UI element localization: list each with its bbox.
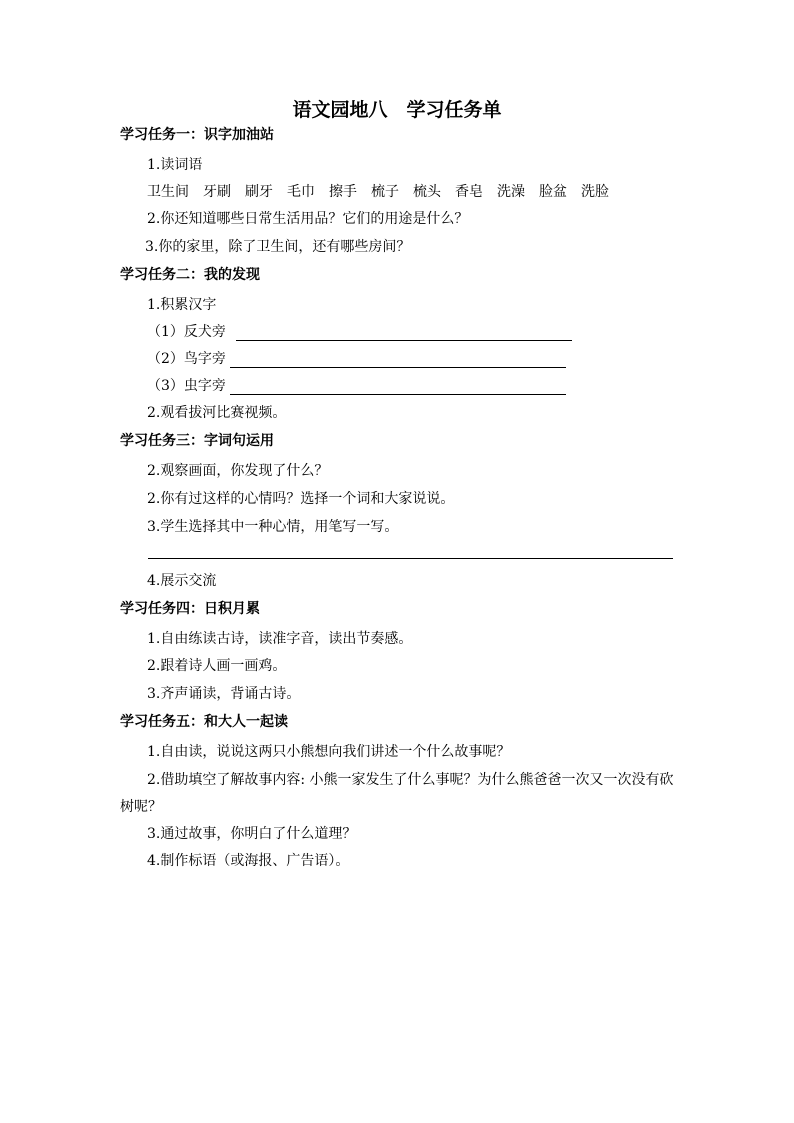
word-item: 卫生间 [147,184,189,200]
word-item: 梳子 [371,184,399,200]
answer-blank[interactable] [236,326,572,341]
page-title: 语文园地八 学习任务单 [292,99,502,121]
answer-blank[interactable] [230,380,566,395]
task3-item1: 2.观察画面，你发现了什么？ [147,463,329,479]
word-item: 洗澡 [497,184,525,200]
word-item: 香皂 [455,184,483,200]
task2-sub2 [147,350,566,368]
task2-item1: 1.积累汉字 [147,297,217,313]
word-item: 擦手 [329,184,357,200]
word-item: 毛巾 [287,184,315,200]
task2-heading: 学习任务二：我的发现 [120,267,260,283]
task2-sub3 [147,377,566,395]
task4-item3: 3.齐声诵读，背诵古诗。 [147,686,301,702]
task1-item2: 2.你还知道哪些日常生活用品？它们的用途是什么？ [147,211,469,227]
answer-blank[interactable] [230,353,566,368]
task5-item3: 3.通过故事，你明白了什么道理？ [147,826,357,842]
task2-sub3-label: （3）虫字旁 [147,378,226,394]
task1-item3: 3.你的家里，除了卫生间，还有哪些房间？ [145,239,411,255]
task2-sub1 [147,323,572,341]
word-item: 梳头 [413,184,441,200]
task2-sub1-label: （1）反犬旁 [147,324,226,340]
task3-item3: 3.学生选择其中一种心情，用笔写一写。 [147,519,399,535]
word-item: 脸盆 [539,184,567,200]
task3-heading: 学习任务三：字词句运用 [120,433,274,449]
task5-item2-line1: 2.借助填空了解故事内容: 小熊一家发生了什么事呢？为什么熊爸爸一次又一次没有砍 [147,772,674,788]
task3-item2: 2.你有过这样的心情吗？选择一个词和大家说说。 [147,491,455,507]
task5-item1: 1.自由读，说说这两只小熊想向我们讲述一个什么故事呢？ [147,744,511,760]
task2-sub2-label: （2）鸟字旁 [147,351,226,367]
word-item: 牙刷 [203,184,231,200]
word-item: 刷牙 [245,184,273,200]
word-item: 洗脸 [581,184,609,200]
task1-word-list [147,183,609,201]
task5-heading: 学习任务五：和大人一起读 [120,714,288,730]
task4-item2: 2.跟着诗人画一画鸡。 [147,658,287,674]
task5-item2-line2: 树呢？ [120,799,162,815]
task4-heading: 学习任务四：日积月累 [120,601,260,617]
task4-item1: 1.自由练读古诗，读准字音，读出节奏感。 [147,631,413,647]
task3-item4: 4.展示交流 [147,573,217,589]
task2-item2: 2.观看拔河比赛视频。 [147,405,287,421]
task1-heading: 学习任务一：识字加油站 [120,127,274,143]
task5-item4: 4.制作标语（或海报、广告语）。 [147,853,350,869]
task1-item1: 1.读词语 [147,157,203,173]
writing-line[interactable] [148,558,673,559]
